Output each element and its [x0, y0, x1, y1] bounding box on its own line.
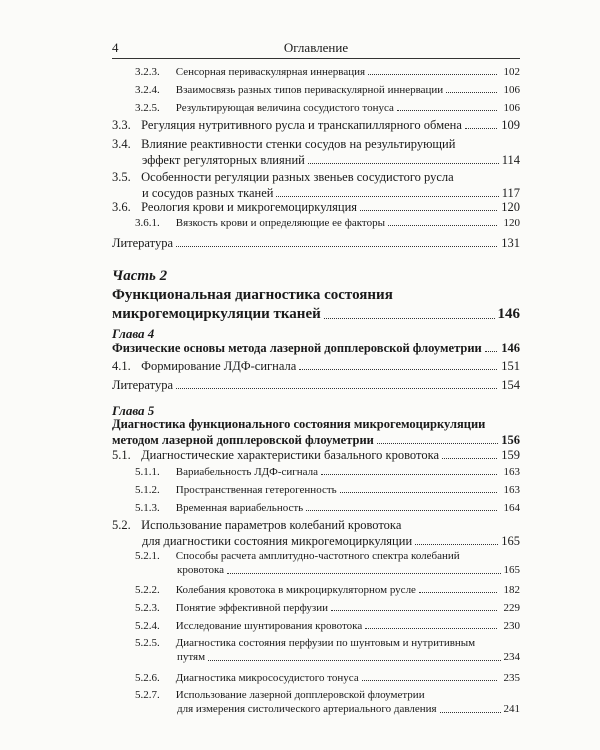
dot-leader — [419, 592, 497, 593]
dot-leader — [176, 388, 497, 389]
page-ref: 146 — [497, 305, 520, 322]
dot-leader — [276, 196, 498, 197]
toc-entry-literature-3[interactable]: Литература 131 — [112, 236, 520, 250]
page-ref: 235 — [503, 672, 520, 684]
page-ref: 234 — [503, 650, 520, 663]
page-ref: 114 — [501, 152, 520, 167]
toc-entry-5-1-3[interactable]: 5.1.3. Временная вариабельность 164 — [135, 502, 520, 514]
toc-entry-4-1[interactable]: 4.1. Формирование ЛДФ-сигнала 151 — [112, 359, 520, 373]
dot-leader — [340, 492, 497, 493]
toc-entry-5-2-4[interactable]: 5.2.4. Исследование шунтирования кровотока 230 — [135, 620, 520, 632]
page-ref: 229 — [503, 602, 520, 614]
chapter-4-label: Глава 4 — [112, 326, 155, 341]
page-ref: 120 — [503, 217, 520, 229]
dot-leader — [365, 628, 497, 629]
toc-entry-5-1[interactable]: 5.1. Диагностические характеристики базального кровотока 159 — [112, 448, 520, 462]
page-ref: 102 — [503, 66, 520, 78]
chapter-5-title[interactable]: Диагностика функционального состояния микрогемоциркуляции методом лазерной допплеровской флоуметрии 156 — [112, 417, 520, 447]
page-ref: 159 — [501, 448, 520, 462]
toc-entry-3-6[interactable]: 3.6. Реология крови и микрогемоциркуляция 120 — [112, 200, 520, 214]
toc-entry-3-6-1[interactable]: 3.6.1. Вязкость крови и определяющие ее факторы 120 — [135, 217, 520, 229]
dot-leader — [360, 210, 497, 211]
page-ref: 163 — [503, 484, 520, 496]
page-ref: 156 — [501, 432, 520, 447]
dot-leader — [362, 680, 497, 681]
page-ref: 117 — [501, 185, 520, 200]
dot-leader — [440, 712, 501, 713]
dot-leader — [227, 573, 500, 574]
page-ref: 165 — [501, 533, 520, 548]
chapter-4-title[interactable]: Физические основы метода лазерной допплеровской флоуметрии 146 — [112, 341, 520, 355]
page-ref: 230 — [503, 620, 520, 632]
part-title[interactable]: Функциональная диагностика состояния микрогемоциркуляции тканей 146 — [112, 287, 520, 322]
dot-leader — [176, 246, 497, 247]
page-ref: 151 — [501, 359, 520, 373]
dot-leader — [299, 369, 497, 370]
running-title: Оглавление — [283, 40, 349, 55]
dot-leader — [368, 74, 497, 75]
page-ref: 165 — [503, 563, 520, 576]
toc-entry-3-2-4[interactable]: 3.2.4. Взаимосвязь разных типов периваскулярной иннервации 106 — [135, 84, 520, 96]
dot-leader — [324, 318, 495, 319]
dot-leader — [446, 92, 497, 93]
toc-entry-5-2-3[interactable]: 5.2.3. Понятие эффективной перфузии 229 — [135, 602, 520, 614]
toc-entry-5-2-6[interactable]: 5.2.6. Диагностика микрососудистого тонуса 235 — [135, 672, 520, 684]
toc-entry-5-2-5[interactable]: 5.2.5. Диагностика состояния перфузии по шунтовым и нутритивным путям 234 — [135, 637, 520, 663]
dot-leader — [377, 443, 498, 444]
toc-entry-5-2-2[interactable]: 5.2.2. Колебания кровотока в микроциркуляторном русле 182 — [135, 584, 520, 596]
dot-leader — [397, 110, 497, 111]
toc-entry-3-2-3[interactable]: 3.2.3. Сенсорная периваскулярная иннервация 102 — [135, 66, 520, 78]
dot-leader — [388, 225, 497, 226]
page-ref: 120 — [501, 200, 520, 214]
page-ref: 163 — [503, 466, 520, 478]
page-ref: 182 — [503, 584, 520, 596]
toc-entry-3-2-5[interactable]: 3.2.5. Результирующая величина сосудистого тонуса 106 — [135, 102, 520, 114]
toc-entry-5-2-1[interactable]: 5.2.1. Способы расчета амплитудно-частотного спектра колебаний кровотока 165 — [135, 550, 520, 576]
toc-entry-5-2[interactable]: 5.2. Использование параметров колебаний кровотока для диагностики состояния микрогемоциркуляции 165 — [112, 518, 520, 548]
dot-leader — [331, 610, 497, 611]
dot-leader — [442, 458, 497, 459]
toc-entry-literature-4[interactable]: Литература 154 — [112, 378, 520, 392]
dot-leader — [208, 660, 500, 661]
dot-leader — [308, 163, 499, 164]
part-label: Часть 2 — [112, 268, 168, 284]
page-header — [112, 38, 520, 59]
page-ref: 106 — [503, 84, 520, 96]
page-ref: 106 — [503, 102, 520, 114]
chapter-5-label: Глава 5 — [112, 403, 155, 418]
page-ref: 146 — [501, 341, 520, 355]
dot-leader — [306, 510, 497, 511]
page-ref: 131 — [501, 236, 520, 250]
toc-entry-5-1-1[interactable]: 5.1.1. Вариабельность ЛДФ-сигнала 163 — [135, 466, 520, 478]
toc-entry-5-2-7[interactable]: 5.2.7. Использование лазерной допплеровской флоуметрии для измерения систолического артериального давления 241 — [135, 689, 520, 715]
page-ref: 109 — [501, 118, 520, 132]
page-ref: 241 — [503, 702, 520, 715]
dot-leader — [465, 128, 497, 129]
dot-leader — [415, 544, 498, 545]
toc-entry-3-4[interactable]: 3.4. Влияние реактивности стенки сосудов на результирующий эффект регуляторных влияний 114 — [112, 137, 520, 167]
toc-entry-3-3[interactable]: 3.3. Регуляция нутритивного русла и транскапиллярного обмена 109 — [112, 118, 520, 132]
page-ref: 154 — [501, 378, 520, 392]
toc-entry-5-1-2[interactable]: 5.1.2. Пространственная гетерогенность 163 — [135, 484, 520, 496]
dot-leader — [321, 474, 497, 475]
page-number: 4 — [112, 40, 119, 55]
page-ref: 164 — [503, 502, 520, 514]
toc-entry-3-5[interactable]: 3.5. Особенности регуляции разных звеньев сосудистого русла и сосудов разных тканей 117 — [112, 170, 520, 200]
dot-leader — [485, 351, 497, 352]
